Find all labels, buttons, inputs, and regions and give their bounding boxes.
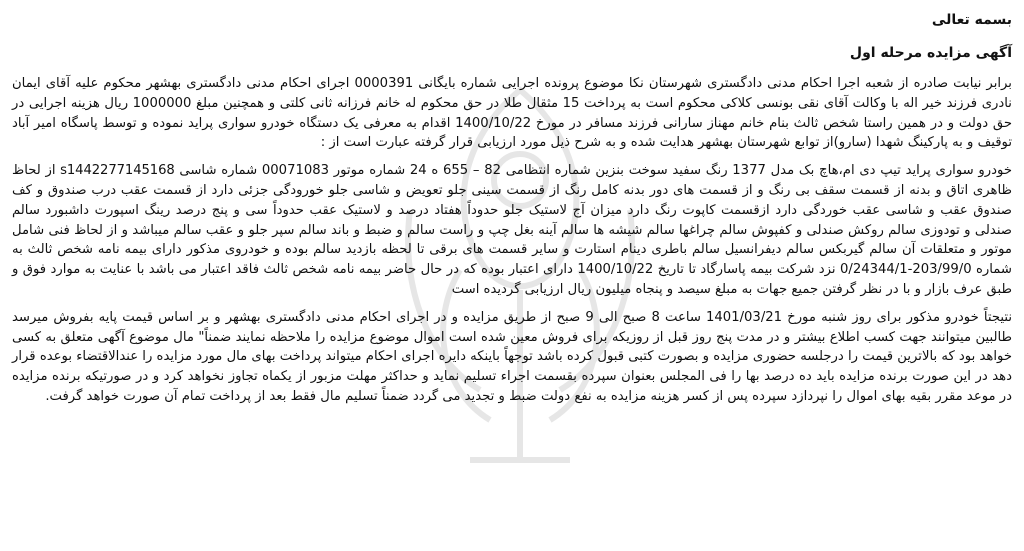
paragraph-case-details: برابر نیابت صادره از شعبه اجرا احکام مدنی دادگستری شهرستان نکا موضوع پرونده اجرایی شماره بایگانی 0000391 اجرای احکام مدنی دادگستری بهشهر محکوم علیه آقای ایمان نادری فرزند خیر اله با وکالت آقای نقی بونسی کلاکی محکوم است به پرداخت 15 مثقال طلا در حق محکوم له خانم فرزانه ثانی کلتی و همچنین مبلغ 1000000 ریال هزینه اجرایی در حق دولت و در همین راستا شخص ثالث بنام خانم مهناز سارانی فرزند مسافر در مورخ 1400/10/22 اقدام به معرفی یک دستگاه خودرو سواری پراید نموده و توسط پاسگاه امیر آباد توقیف و به پارکینگ شهدا (سارو)از توابع شهرستان بهشهر هدایت شده و به شرح ذیل مورد ارزیابی قرار گرفته عبارت است از : [12,76,1013,151]
paragraph-vehicle-description: خودرو سواری پراید تیپ دی ام،هاچ بک مدل 1377 رنگ سفید سوخت بنزین شماره انتظامی 82 – 655 ه 24 شماره موتور 00071083 شماره شاسی s1442277145168 از لحاظ ظاهری اتاق و بدنه از قسمت سقف بی رنگ و از قسمت های دور بدنه کامل رنگ از قسمت سینی جلو تعویض و شاسی جلو خورودگی جزئی دارد از قسمت عقب درب صندوق و کف صندوق عقب و شاسی عقب خوردگی دارد ازقسمت کاپوت رنگ دارد میزان آج لاستیک جلو حدوداً هفتاد درصد و لاستیک عقب حدوداً سی و پنج درصد رینگ اسپورت داشبورد سالم صندلی و تودوزی سالم روکش صندلی و کفپوش سالم چراغها سالم شیشه ها سالم آینه بغل چپ و راست سالم و ضبط و باند سالم سپر جلو و عقب سالم میباشد و از لحاظ فنی شامل موتور و متعلقات آن سالم گیربکس سالم دیفرانسیل سالم باطری دینام استارت و سایر قسمت های برقی تا لحظه بازدید سالم بوده و خودروی مذکور دارای بیمه نامه شخص ثالث به شماره 203/99/0-0/24344/1 نزد شرکت بیمه پاسارگاد تا تاریخ 1400/10/22 دارای اعتبار بوده که در حال حاضر بیمه نامه شخص ثالث فاقد اعتبار می باشد با عنایت به موارد فوق و طبق عرف بازار و با در نظر گرفتن جمیع جهات به مبلغ سیصد و پنجاه میلیون ریال ارزیابی گردیده است [12,163,1013,297]
document-heading-bismillah: بسمه تعالی [931,12,1012,28]
paragraph-auction-terms: نتیجتاً خودرو مذکور برای روز شنبه مورخ 1401/03/21 ساعت 8 صبح الی 9 صبح از طریق مزایده و در اجرای احکام مدنی دادگستری بهشهر و بر اساس قیمت پایه بفروش میرسد طالبین میتوانند جهت کسب اطلاع بیشتر و در مدت پنج روز قبل از روزیکه برای فروش معین شده است اموال موضوع مزایده را ملاحظه نمایند ضمناً" مال موضوع آگهی متعلق به کسی خواهد بود که بالاترین قیمت را درجلسه حضوری مزایده و بصورت کتبی قبول کرده باشد توجهاً باینکه دایره اجرای احکام میتواند پرداخت بهای مال مورد مزایده را عندالاقتضاء بوعده قرار دهد در این صورت برنده مزایده باید ده درصد بها را فی المجلس بعنوان سپرده بقسمت اجراء تسلیم نماید و حداکثر مهلت مزبور از یکماه تجاوز نخواهد کرد و در صورتیکه برنده مزایده در موعد مقرر بقیه بهای اموال را نپردازد سپرده پس از کسر هزینه مزایده به نفع دولت ضبط و تجدید می گردد ضمناً تسلیم مال فقط بعد از پرداخت تمام آن صورت خواهد گرفت. [12,309,1012,404]
document-title: آگهی مزایده مرحله اول [849,45,1012,61]
